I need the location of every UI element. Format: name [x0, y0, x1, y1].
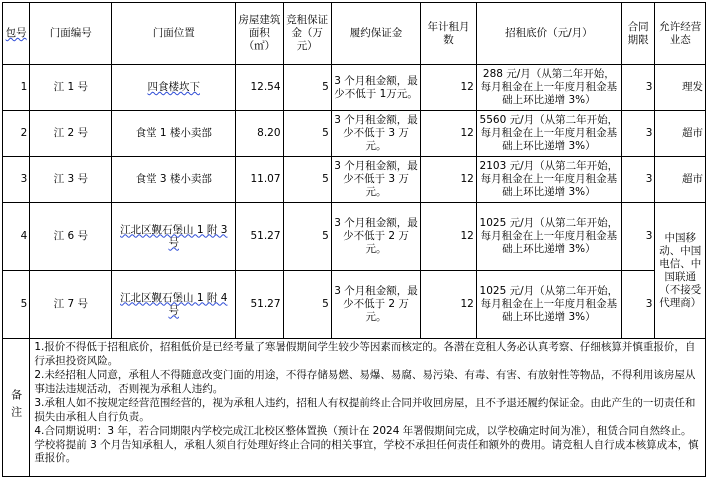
cell-location: 食堂 1 楼小卖部 [112, 111, 236, 157]
cell-deposit: 5 [283, 65, 331, 111]
cell-period: 3 [621, 65, 655, 111]
cell-period: 3 [621, 271, 655, 339]
note-item: 3.承租人如不按规定经营范围经营的，视为承租人违约，招租人有权提前终止合同并收回房屋，且不予退还履约保证金。由此产生的一切责任和损失由承租人自行负责。 [34, 397, 696, 423]
cell-business: 超市 [655, 111, 706, 157]
cell-business: 中国移动、中国电信、中国联通（不接受代理商） [655, 203, 706, 339]
cell-no: 3 [3, 157, 30, 203]
cell-perf-deposit: 3 个月租金额，最少不低于 3 万元。 [331, 111, 420, 157]
cell-period: 3 [621, 111, 655, 157]
cell-perf-deposit: 3 个月租金额，最少不低于 2 万元。 [331, 271, 420, 339]
cell-base-price: 288 元/月（从第二年开始，每月租金在上一年度月租金基础上环比递增 3%） [476, 65, 621, 111]
cell-business: 超市 [655, 157, 706, 203]
cell-location: 四食楼坎下 [112, 65, 236, 111]
header-location: 门面位置 [112, 3, 236, 65]
cell-deposit: 5 [283, 203, 331, 271]
cell-base-price: 5560 元/月（从第二年开始，每月租金在上一年度月租金基础上环比递增 3%） [476, 111, 621, 157]
cell-shop-id: 江 6 号 [30, 203, 112, 271]
cell-period: 3 [621, 157, 655, 203]
cell-business: 理发 [655, 65, 706, 111]
note-item: 4.合同期说明：3 年，若合同期限内学校完成江北校区整体置换（预计在 2024 年署假期间完成，以学校确定时间为准），租赁合同自然终止。学校将提前 3 个月告知承租人，承租人须自行处理好终止合同的相关事宜，学校不承担任何责任和额外的费用。请竞租人自行成本核算成本，慎重报价。 [34, 425, 699, 464]
cell-no: 2 [3, 111, 30, 157]
cell-months: 12 [421, 65, 477, 111]
cell-area: 12.54 [236, 65, 283, 111]
table-row [3, 157, 706, 203]
cell-no: 5 [3, 271, 30, 339]
note-item: 2.未经招租人同意，承租人不得随意改变门面的用途，不得存储易燃、易爆、易腐、易污染、有毒、有害、有放射性等物品，不得利用该房屋从事违法违规活动，否则视为承租人违约。 [34, 369, 696, 395]
cell-perf-deposit: 3 个月租金额，最少不低于 1万元。 [331, 65, 420, 111]
cell-perf-deposit: 3 个月租金额，最少不低于 3 万元。 [331, 157, 420, 203]
header-base-price: 招租底价（元/月） [476, 3, 621, 65]
notes-cell [30, 339, 706, 477]
table-row [3, 65, 706, 111]
lease-table [2, 2, 706, 477]
header-row [3, 3, 706, 65]
cell-base-price: 2103 元/月（从第二年开始，每月租金在上一年度月租金基础上环比递增 3%） [476, 157, 621, 203]
header-shop-id: 门面编号 [30, 3, 112, 65]
header-period: 合同期限 [621, 3, 655, 65]
header-area: 房屋建筑面积（㎡） [236, 3, 283, 65]
cell-location: 江北区觐石堡山 1 附 4 号 [112, 271, 236, 339]
header-business: 允许经营业态 [655, 3, 706, 65]
cell-deposit: 5 [283, 111, 331, 157]
header-deposit: 竞租保证金（万元） [283, 3, 331, 65]
notes-label: 备注 [9, 388, 23, 423]
cell-deposit: 5 [283, 157, 331, 203]
cell-shop-id: 江 1 号 [30, 65, 112, 111]
cell-no: 1 [3, 65, 30, 111]
table-row [3, 111, 706, 157]
note-item: 1.报价不得低于招租底价，招租低价是已经考量了寒暑假期间学生较少等因素而核定的。各潜在竞租人务必认真考察、仔细核算并慎重报价，自行承担投资风险。 [34, 341, 696, 367]
header-no: 包号 [3, 3, 30, 65]
cell-location: 江北区觐石堡山 1 附 3 号 [112, 203, 236, 271]
cell-deposit: 5 [283, 271, 331, 339]
header-months: 年计租月数 [421, 3, 477, 65]
cell-no: 4 [3, 203, 30, 271]
table-row [3, 203, 706, 271]
cell-months: 12 [421, 111, 477, 157]
cell-location: 食堂 3 楼小卖部 [112, 157, 236, 203]
cell-area: 11.07 [236, 157, 283, 203]
cell-area: 51.27 [236, 271, 283, 339]
header-perf-deposit: 履约保证金 [331, 3, 420, 65]
notes-row [3, 339, 706, 477]
table-row [3, 271, 706, 339]
notes-label-cell [3, 339, 30, 477]
cell-shop-id: 江 7 号 [30, 271, 112, 339]
cell-area: 8.20 [236, 111, 283, 157]
cell-shop-id: 江 3 号 [30, 157, 112, 203]
cell-shop-id: 江 2 号 [30, 111, 112, 157]
cell-months: 12 [421, 203, 477, 271]
cell-base-price: 1025 元/月（从第二年开始，每月租金在上一年度月租金基础上环比递增 3%） [476, 271, 621, 339]
cell-perf-deposit: 3 个月租金额，最少不低于 2 万元。 [331, 203, 420, 271]
cell-months: 12 [421, 157, 477, 203]
cell-period: 3 [621, 203, 655, 271]
cell-months: 12 [421, 271, 477, 339]
cell-base-price: 1025 元/月（从第二年开始，每月租金在上一年度月租金基础上环比递增 3%） [476, 203, 621, 271]
cell-area: 51.27 [236, 203, 283, 271]
